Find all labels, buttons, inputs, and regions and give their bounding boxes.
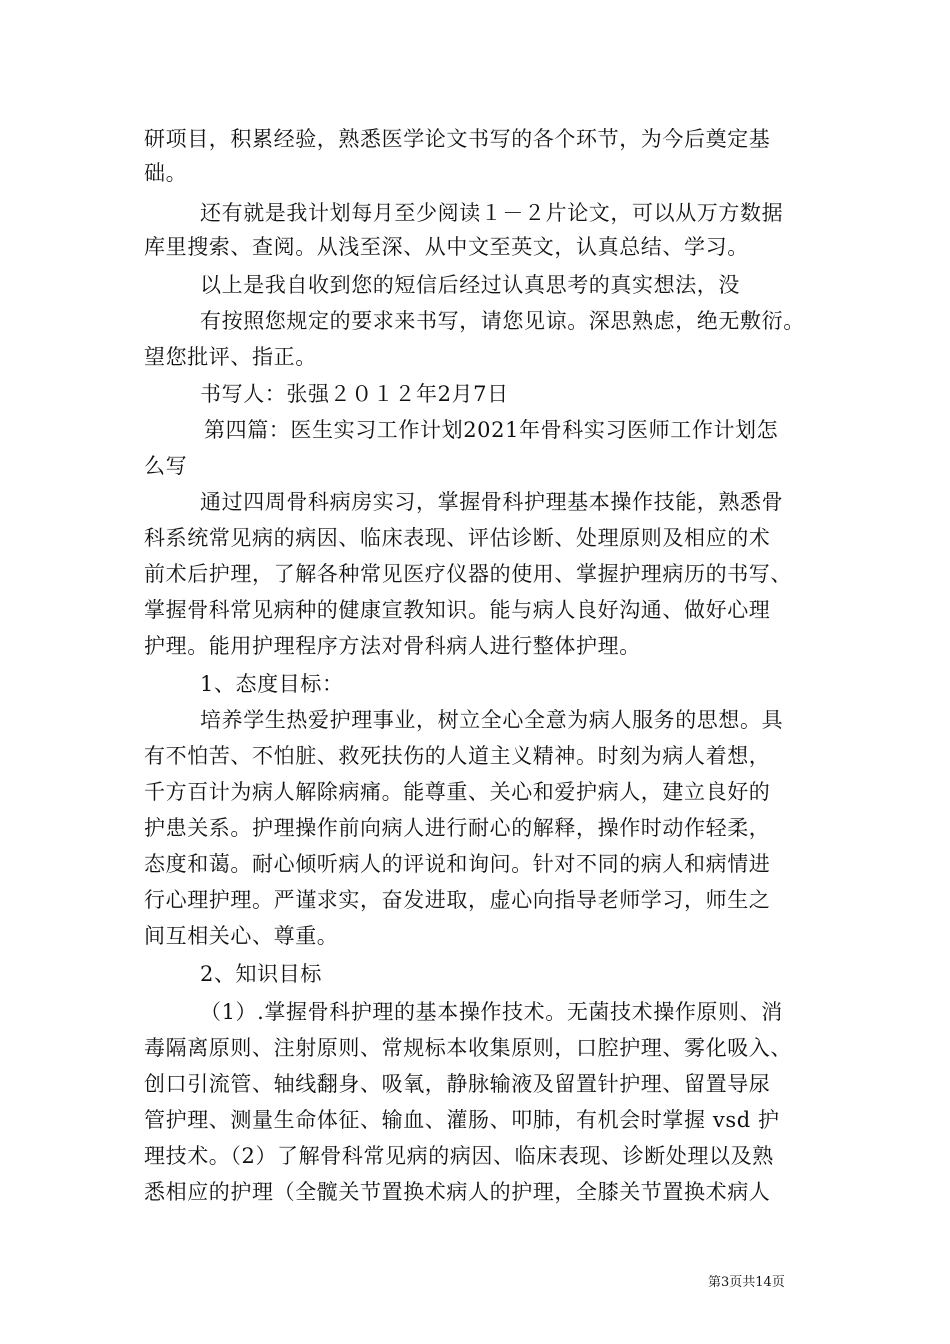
text-line-27: 创口引流管、轴线翻身、吸氧，静脉输液及留置针护理、留置导尿 <box>144 1072 771 1096</box>
text-line-3: 还有就是我计划每月至少阅读１－２片论文，可以从万方数据 <box>200 201 784 225</box>
text-line-19: 千方百计为病人解除病痛。能尊重、关心和爱护病人，建立良好的 <box>144 780 771 804</box>
text-line-20: 护患关系。护理操作前向病人进行耐心的解释，操作时动作轻柔， <box>144 816 771 840</box>
text-line-25: （1）.掌握骨科护理的基本操作技术。无菌技术操作原则、消 <box>200 1000 783 1024</box>
text-line-18: 有不怕苦、不怕脏、救死扶伤的人道主义精神。时刻为病人着想， <box>144 744 771 768</box>
text-line-28: 管护理、测量生命体征、输血、灌肠、叩肺，有机会时掌握 vsd 护 <box>144 1108 780 1132</box>
text-line-10: 么写 <box>144 454 188 478</box>
text-line-23: 间互相关心、尊重。 <box>144 924 339 948</box>
text-line-24: 2、知识目标 <box>200 962 322 986</box>
text-line-5: 以上是我自收到您的短信后经过认真思考的真实想法，没 <box>200 273 740 297</box>
text-line-16: 1、态度目标： <box>200 672 344 696</box>
text-line-21: 态度和蔼。耐心倾听病人的评说和询问。针对不同的病人和病情进 <box>144 852 771 876</box>
text-line-12: 科系统常见病的病因、临床表现、评估诊断、处理原则及相应的术 <box>144 526 771 550</box>
text-line-29: 理技术。（2）了解骨科常见病的病因、临床表现、诊断处理以及熟 <box>144 1144 774 1168</box>
text-line-13: 前术后护理，了解各种常见医疗仪器的使用、掌握护理病历的书写、 <box>144 562 792 586</box>
text-line-15: 护理。能用护理程序方法对骨科病人进行整体护理。 <box>144 634 641 658</box>
text-line-22: 行心理护理。严谨求实，奋发进取，虚心向指导老师学习，师生之 <box>144 888 771 912</box>
text-line-14: 掌握骨科常见病种的健康宣教知识。能与病人良好沟通、做好心理 <box>144 598 771 622</box>
text-line-7: 望您批评、指正。 <box>144 345 317 369</box>
text-line-26: 毒隔离原则、注射原则、常规标本收集原则，口腔护理、雾化吸入、 <box>144 1036 792 1060</box>
text-line-30: 悉相应的护理（全髋关节置换术病人的护理，全膝关节置换术病人 <box>144 1180 771 1204</box>
text-line-2: 础。 <box>144 161 188 185</box>
text-line-17: 培养学生热爱护理事业，树立全心全意为病人服务的思想。具 <box>200 708 784 732</box>
text-line-9: 第四篇：医生实习工作计划2021年骨科实习医师工作计划怎 <box>204 418 779 442</box>
page-number: 第3页共14页 <box>708 1275 785 1290</box>
text-line-4: 库里搜索、查阅。从浅至深、从中文至英文，认真总结、学习。 <box>144 235 749 259</box>
text-line-11: 通过四周骨科病房实习，掌握骨科护理基本操作技能，熟悉骨 <box>200 490 784 514</box>
text-line-1: 研项目，积累经验，熟悉医学论文书写的各个环节，为今后奠定基 <box>144 127 771 151</box>
text-line-8: 书写人：张强２０１２年2月7日 <box>200 382 509 406</box>
text-line-6: 有按照您规定的要求来书写，请您见谅。深思熟虑，绝无敷衍。 <box>200 309 805 333</box>
